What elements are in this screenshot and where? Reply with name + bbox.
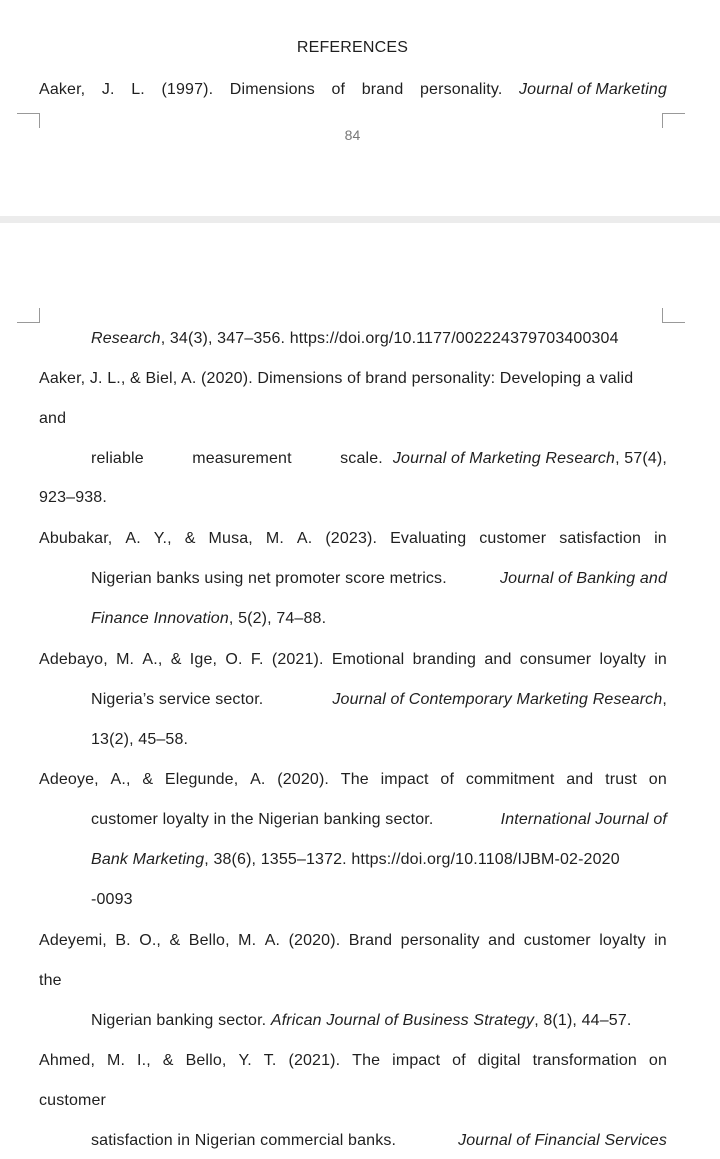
word: impact: [392, 1052, 441, 1069]
word: (2021).: [271, 651, 324, 668]
page-gap: [0, 216, 720, 223]
word: &: [162, 1052, 174, 1069]
word: Bello,: [188, 932, 230, 949]
word: &: [142, 771, 154, 788]
word: Journal of Marketing: [519, 81, 667, 98]
word: Elegunde,: [164, 771, 239, 788]
word: M.: [265, 530, 284, 547]
ref-5-line-1: [39, 770, 667, 790]
word: of: [331, 81, 346, 98]
word: of: [452, 1052, 466, 1069]
word: (2020).: [288, 932, 341, 949]
word: loyalty: [599, 932, 646, 949]
word: A.,: [110, 771, 131, 788]
word: loyalty: [599, 651, 646, 668]
word: and: [566, 771, 594, 788]
word: O.,: [139, 932, 162, 949]
page-top: [0, 0, 720, 216]
ref-3-line-1: [39, 529, 667, 549]
ref-3-line-3: Finance Innovation, 5(2), 74–88.: [91, 610, 327, 627]
word: T.: [263, 1052, 277, 1069]
word: (2021).: [288, 1052, 341, 1069]
word: L.: [131, 81, 145, 98]
crop-mark-top-right: [662, 113, 685, 128]
word: commitment: [465, 771, 555, 788]
word: Adeyemi,: [39, 932, 107, 949]
word: A.: [296, 530, 313, 547]
word: Abubakar,: [39, 530, 113, 547]
word: O.: [225, 651, 243, 668]
page-number: 84: [344, 127, 361, 143]
ref-3-line-2: Nigerian banks using net promoter score metrics. Journal of Banking and: [91, 570, 667, 587]
word: and: [484, 651, 512, 668]
ref-2-line-3-text: [91, 449, 383, 469]
word: Dimensions: [229, 81, 315, 98]
word: impact: [380, 771, 429, 788]
word: on: [648, 1052, 667, 1069]
word: Evaluating: [390, 530, 467, 547]
word: The: [340, 771, 369, 788]
word: branding: [412, 651, 477, 668]
ref-5-line-2: customer loyalty in the Nigerian banking sector. International Journal of: [91, 811, 667, 828]
ref-4-line-3: 13(2), 45–58.: [91, 731, 189, 748]
ref-7-line-1: [39, 1051, 667, 1071]
page-heading: REFERENCES: [296, 39, 409, 56]
word: personality.: [420, 81, 503, 98]
word: Ahmed,: [39, 1052, 96, 1069]
word: customer: [479, 530, 547, 547]
word: (2020).: [277, 771, 330, 788]
word: Y.: [238, 1052, 252, 1069]
word: Y.,: [153, 530, 172, 547]
word: transformation: [532, 1052, 637, 1069]
word: A.: [264, 932, 281, 949]
word: Musa,: [208, 530, 253, 547]
word: Adeoye,: [39, 771, 99, 788]
word: brand: [361, 81, 404, 98]
word: (1997).: [161, 81, 214, 98]
ref-1-line-2: Research, 34(3), 347–356. https://doi.org/10.1177/002224379703400304: [91, 330, 619, 347]
ref-6-line-2: the: [39, 972, 62, 989]
word: Aaker,: [39, 81, 86, 98]
word: reliable: [91, 450, 144, 467]
ref-6-line-1: [39, 931, 667, 951]
ref-7-line-3: satisfaction in Nigerian commercial banks. Journal of Financial Services: [91, 1132, 667, 1149]
word: Bello,: [185, 1052, 227, 1069]
word: &: [169, 932, 181, 949]
word: on: [648, 771, 667, 788]
word: I.,: [137, 1052, 151, 1069]
word: digital: [477, 1052, 521, 1069]
ref-1-line-1: [39, 80, 667, 100]
ref-6-line-3: Nigerian banking sector. African Journal of Business Strategy, 8(1), 44–57.: [91, 1012, 632, 1029]
word: A.,: [142, 651, 163, 668]
word: &: [170, 651, 182, 668]
word: &: [184, 530, 196, 547]
word: measurement: [192, 450, 292, 467]
word: customer: [523, 932, 591, 949]
crop-mark-top-left: [17, 113, 40, 128]
word: in: [654, 932, 667, 949]
word: M.: [107, 1052, 126, 1069]
word: trust: [605, 771, 637, 788]
word: M.: [238, 932, 257, 949]
ref-4-line-1: [39, 650, 667, 670]
word: and: [488, 932, 516, 949]
word: The: [352, 1052, 381, 1069]
word: of: [440, 771, 455, 788]
ref-4-line-2: Nigeria’s service sector. Journal of Contemporary Marketing Research,: [91, 691, 667, 708]
word: F.: [250, 651, 264, 668]
ref-2-line-2: and: [39, 410, 67, 427]
word: Ige,: [189, 651, 218, 668]
word: Emotional: [331, 651, 405, 668]
word: B.: [115, 932, 131, 949]
word: A.: [125, 530, 141, 547]
word: scale.: [340, 450, 383, 467]
word: consumer: [519, 651, 592, 668]
ref-7-line-2: customer: [39, 1092, 106, 1109]
word: (2023).: [325, 530, 378, 547]
word: satisfaction: [559, 530, 642, 547]
word: J.: [101, 81, 115, 98]
ref-5-line-4: -0093: [91, 891, 133, 908]
word: personality: [400, 932, 480, 949]
ref-2-line-3: reliable measurement scale. Journal of Marketing Research, 57(4),: [91, 450, 667, 467]
word: in: [654, 651, 667, 668]
word: Adebayo,: [39, 651, 108, 668]
crop-mark-bottom-right: [662, 308, 685, 323]
word: in: [654, 530, 667, 547]
ref-5-line-3: Bank Marketing, 38(6), 1355–1372. https://doi.org/10.1108/IJBM-02-2020: [91, 851, 620, 868]
ref-2-line-4: 923–938.: [39, 489, 107, 506]
word: Brand: [348, 932, 393, 949]
word: M.: [116, 651, 135, 668]
crop-mark-bottom-left: [17, 308, 40, 323]
word: A.: [250, 771, 266, 788]
ref-2-line-1: Aaker, J. L., & Biel, A. (2020). Dimensions of brand personality: Developing a valid: [39, 370, 634, 387]
